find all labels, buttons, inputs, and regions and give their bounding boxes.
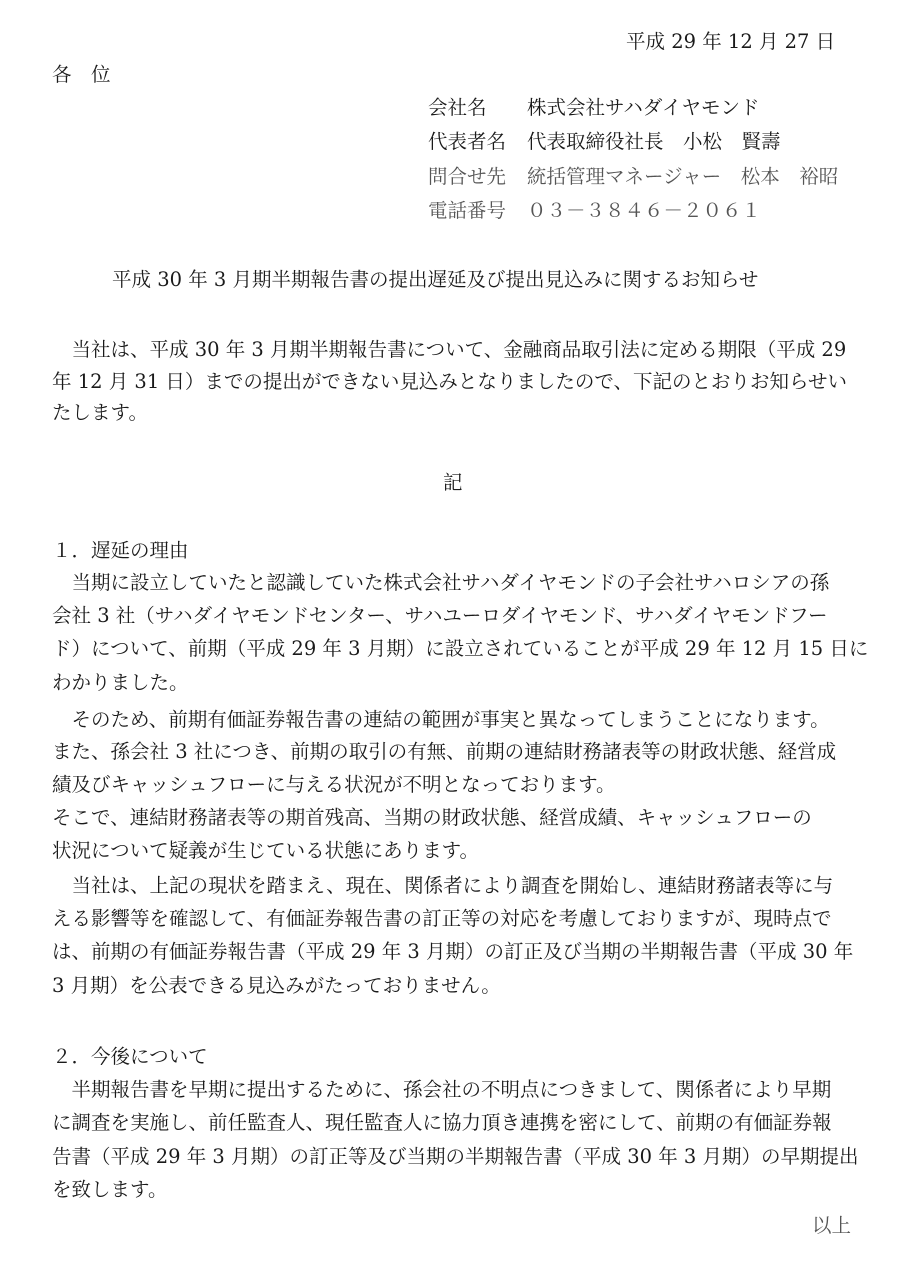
sender-label: 電話番号: [428, 199, 507, 222]
section-heading: １．遅延の理由: [52, 539, 189, 562]
sender-label: 代表者名: [428, 130, 507, 153]
text-line: また、孫会社 3 社につき、前期の取引の有無、前期の連結財務諸表等の財政状態、経営成: [52, 740, 837, 763]
section-heading: ２．今後について: [52, 1045, 208, 1068]
text-line: たします。: [52, 401, 148, 424]
text-line: 当社は、上記の現状を踏まえ、現在、関係者により調査を開始し、連結財務諸表等に与: [52, 874, 834, 897]
text-line: 当期に設立していたと認識していた株式会社サハダイヤモンドの子会社サハロシアの孫: [52, 571, 830, 594]
sender-label: 会社名: [428, 96, 487, 119]
document-date: 平成 29 年 12 月 27 日: [626, 30, 836, 53]
sender-label: 問合せ先: [428, 165, 507, 188]
sender-value: 代表取締役社長 小松 賢壽: [527, 130, 781, 153]
sender-value: 株式会社サハダイヤモンド: [527, 96, 760, 119]
text-line: に調査を実施し、前任監査人、現任監査人に協力頂き連携を密にして、前期の有価証券報: [52, 1111, 832, 1134]
text-line: 3 月期）を公表できる見込みがたっておりません。: [52, 974, 501, 997]
text-line: 半期報告書を早期に提出するために、孫会社の不明点につきまして、関係者により早期: [52, 1078, 832, 1101]
text-line: そこで、連結財務諸表等の期首残高、当期の財政状態、経営成績、キャッシュフローの: [52, 806, 812, 829]
text-line: は、前期の有価証券報告書（平成 29 年 3 月期）の訂正及び当期の半期報告書（平成 30 年: [52, 940, 854, 963]
text-line: ド）について、前期（平成 29 年 3 月期）に設立されていることが平成 29 年 12 月 15 日に: [52, 637, 869, 660]
ki-heading: 記: [443, 471, 463, 494]
text-line: 告書（平成 29 年 3 月期）の訂正等及び当期の半期報告書（平成 30 年 3 月期）の早期提出: [52, 1145, 859, 1168]
text-line: 当社は、平成 30 年 3 月期半期報告書について、金融商品取引法に定める期限（平成 29: [52, 338, 847, 361]
document-title: 平成 30 年 3 月期半期報告書の提出遅延及び提出見込みに関するお知らせ: [112, 268, 759, 291]
text-line: わかりました。: [52, 671, 189, 694]
text-line: を致します。: [52, 1178, 168, 1201]
text-line: 績及びキャッシュフローに与える状況が不明となっております。: [52, 773, 616, 796]
sender-value: ０３－３８４６－２０６１: [527, 199, 762, 222]
text-line: そのため、前期有価証券報告書の連結の範囲が事実と異なってしまうことになります。: [52, 708, 830, 731]
addressee: 各 位: [52, 63, 111, 86]
text-line: 状況について疑義が生じている状態にあります。: [52, 839, 480, 862]
sender-value: 統括管理マネージャー 松本 裕昭: [527, 165, 839, 188]
text-line: 会社 3 社（サハダイヤモンドセンター、サハユーロダイヤモンド、サハダイヤモンドフー: [52, 604, 828, 627]
text-line: 年 12 月 31 日）までの提出ができない見込みとなりましたので、下記のとおりお知らせい: [52, 370, 847, 393]
text-line: える影響等を確認して、有価証券報告書の訂正等の対応を考慮しておりますが、現時点で: [52, 907, 832, 930]
closing-mark: 以上: [812, 1214, 852, 1237]
